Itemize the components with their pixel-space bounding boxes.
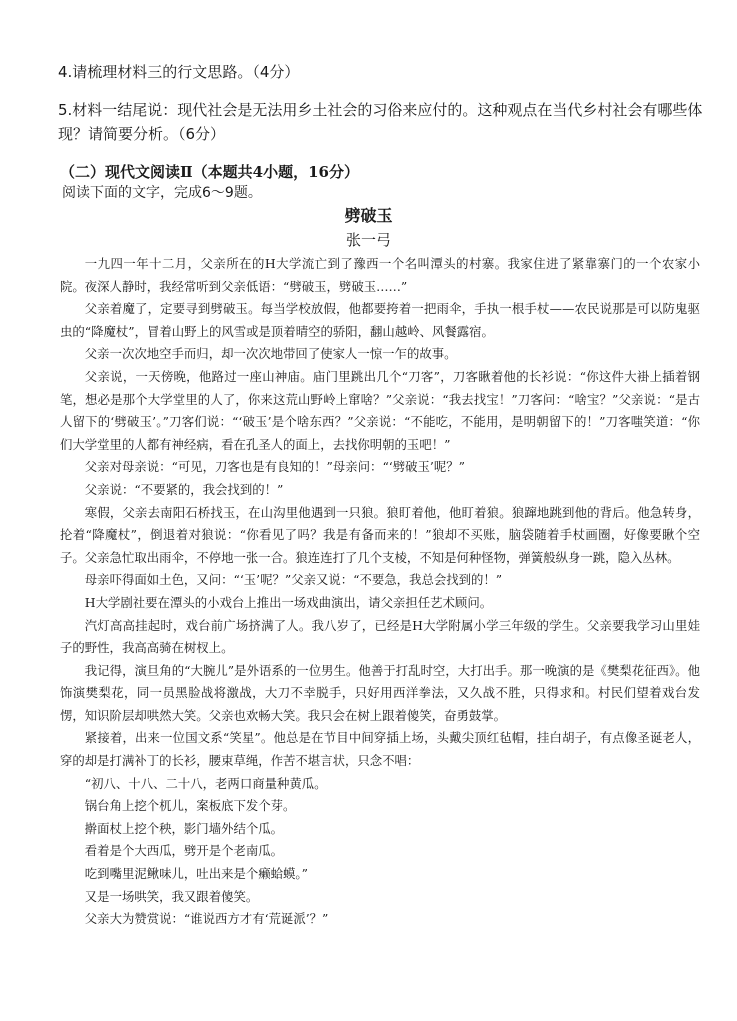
poem-line: 锅台角上挖个杌儿，案板底下发个芽。: [84, 798, 296, 814]
paragraph: 父亲着魔了，定要寻到劈破玉。每当学校放假，他都要挎着一把雨伞，手执一根手杖——农民说那是可以防鬼驱虫的“降魔杖”，冒着山野上的风雪或是顶着晴空的骄阳，翻山越岭、风餐露宿。: [60, 301, 700, 339]
article-author: 张一弓: [345, 231, 391, 249]
paragraph: 父亲大为赞赏说：“谁说西方才有‘荒诞派’？”: [84, 911, 329, 927]
poem-line: “初八、十八、二十八，老两口商量种黄瓜。: [84, 775, 327, 791]
paragraph: 我记得，演旦角的“大腕儿”是外语系的一位男生。他善于打乱时空，大打出手。那一晚演的是《樊梨花征西》。他饰演樊梨花，同一员黑脸战将激战，大刀不幸脱手，只好用西洋拳法，又久战不胜，只得求和。村民们望着戏台发愣，知识阶层却哄然大笑。父亲也欢畅大笑。我只会在树上跟着傻笑，奋勇鼓掌。: [60, 662, 700, 723]
reading-instruction: 阅读下面的文字，完成6～9题。: [62, 185, 262, 201]
paragraph: 寒假，父亲去南阳石桥找玉，在山沟里他遇到一只狼。狼盯着他，他盯着狼。狼蹿地跳到他的背后。他急转身，抡着“降魔杖”，倒退着对狼说：“你看见了吗？我是有备而来的！”狼却不买账，脑袋随着手杖画圈，好像要瞅个空子。父亲急忙取出雨伞，不停地一张一合。狼连连打了几个支棱，不知是何种怪物，弹簧般纵身一跳，隐入丛林。: [60, 504, 700, 565]
paragraph: 父亲说：“不要紧的，我会找到的！”: [84, 481, 284, 497]
article-title: 劈破玉: [344, 206, 393, 225]
paragraph: 紧接着，出来一位国文系“笑星”。他总是在节目中间穿插上场，头戴尖顶红毡帽，挂白胡子，有点像圣诞老人，穿的却是打满补丁的长衫，腰束草绳，作苦不堪言状，只念不唱：: [60, 730, 700, 769]
paragraph: 母亲吓得面如土色，又问：“‘玉’呢？”父亲又说：“不要急，我总会找到的！”: [84, 572, 503, 588]
question-4: 4.请梳理材料三的行文思路。（4分）: [58, 63, 300, 81]
poem-line: 擀面杖上挖个秧，影门墙外结个瓜。: [84, 820, 284, 836]
question-5: 5.材料一结尾说：现代社会是无法用乡土社会的习俗来应付的。这种观点在当代乡村社会有哪些体现？请简要分析。（6分）: [58, 101, 703, 143]
paragraph: H大学剧社要在潭头的小戏台上推出一场戏曲演出，请父亲担任艺术顾问。: [84, 594, 493, 610]
article-body: [60, 253, 700, 931]
paragraph: 又是一场哄笑，我又跟着傻笑。: [84, 888, 259, 904]
paragraph: 一九四一年十二月，父亲所在的H大学流亡到了豫西一个名叫潭头的村寨。我家住进了紧靠寨门的一个农家小院。夜深人静时，我经常听到父亲低语：“劈破玉，劈破玉……”: [60, 256, 700, 294]
paragraph: 父亲一次次地空手而归，却一次次地带回了使家人一惊一乍的故事。: [84, 346, 457, 362]
paragraph: 父亲对母亲说：“可见，刀客也是有良知的！”母亲问：“‘劈破玉’呢？”: [84, 459, 465, 475]
paragraph: 父亲说，一天傍晚，他路过一座山神庙。庙门里跳出几个“刀客”，刀客瞅着他的长衫说：“你这件大褂上插着钢笔，想必是那个大学堂里的人了，你来这荒山野岭上窜啥？”父亲说：“我去找宝！”刀客问：“啥宝？”父亲说：“是古人留下的‘劈破玉’。”刀客们说：“‘破玉’是个啥东西？”父亲说：“不能吃，不能用，是明朝留下的！”刀客嗤笑道：“你们大学堂里的人都有神经病，看在孔圣人的面上，去找你明朝的玉吧！”: [60, 368, 700, 452]
poem-line: 看着是个大西瓜，劈开是个老南瓜。: [84, 843, 284, 859]
poem-line: 吃到嘴里泥鳅味儿，吐出来是个癞蛤蟆。”: [84, 866, 308, 882]
paragraph: 汽灯高高挂起时，戏台前广场挤满了人。我八岁了，已经是H大学附属小学三年级的学生。父亲要我学习山里娃子的野性，我高高骑在树杈上。: [60, 617, 700, 656]
section-heading: （二）现代文阅读Ⅱ（本题共4小题，16分）: [60, 163, 359, 181]
